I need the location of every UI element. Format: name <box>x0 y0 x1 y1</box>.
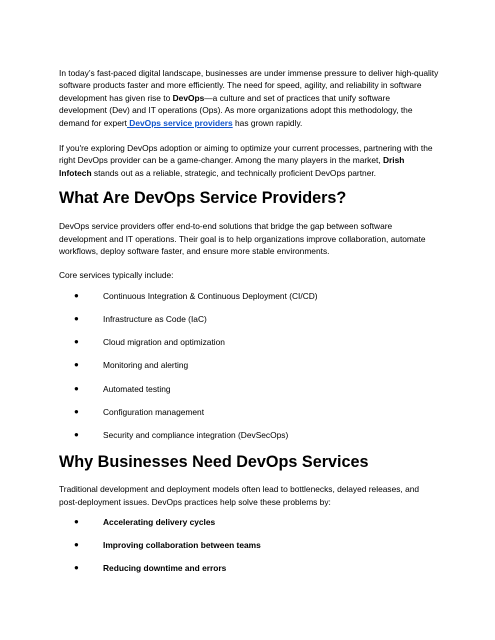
bullet-icon: ● <box>74 383 79 393</box>
section-heading-what-are: What Are DevOps Service Providers? <box>59 189 347 208</box>
list-item-text: Security and compliance integration (DevSecOps) <box>103 430 289 440</box>
list-item <box>74 406 439 418</box>
core-services-intro: Core services typically include: <box>59 270 174 281</box>
intro-p2-bold-company: Drish Infotech <box>59 155 405 178</box>
list-item <box>74 383 439 395</box>
list-item-text: Infrastructure as Code (IaC) <box>103 314 207 325</box>
bullet-icon: ● <box>74 290 79 300</box>
devops-service-providers-link[interactable]: DevOps service providers <box>126 117 233 128</box>
list-item <box>74 429 439 441</box>
list-item <box>74 336 439 348</box>
list-item-text: Automated testing <box>103 383 171 394</box>
bullet-icon: ● <box>74 517 79 526</box>
intro-paragraph-1 <box>59 67 439 129</box>
intro-p1-text-c: has grown rapidly. <box>232 117 303 128</box>
list-item-text: Reducing downtime and errors <box>103 563 227 574</box>
list-item-text: Improving collaboration between teams <box>103 540 261 551</box>
bullet-icon: ● <box>74 337 79 347</box>
intro-p2-text-a: If you're exploring DevOps adoption or aiming to optimize your current processes, partnering with the right DevOps provider can be a game-changer. Among the many players in the market, <box>59 143 433 166</box>
section1-paragraph: DevOps service providers offer end-to-end solutions that bridge the gap between software development and IT operations. Their goal is to help organizations improve collaboration, automate workflows, deploy software faster, and ensure more stable environments. <box>59 221 426 257</box>
list-item <box>74 359 439 371</box>
section2-paragraph: Traditional development and deployment models often lead to bottlenecks, delayed releases, and post-deployment issues. DevOps practices help solve these problems by: <box>59 484 420 507</box>
bullet-icon: ● <box>74 430 79 439</box>
intro-p1-text-b: —a culture and set of practices that unify software development (Dev) and IT operations (Ops). As more organizations adopt this methodology, the demand for expert <box>59 92 413 128</box>
list-item-text: Continuous Integration & Continuous Deployment (CI/CD) <box>103 290 318 301</box>
list-item <box>74 539 439 551</box>
bullet-icon: ● <box>74 360 79 370</box>
list-item <box>74 313 439 325</box>
intro-paragraph-2 <box>59 142 439 179</box>
list-item <box>74 562 439 574</box>
benefits-list <box>59 516 439 574</box>
list-item-text: Configuration management <box>103 406 205 417</box>
list-item-text: Cloud migration and optimization <box>103 337 225 348</box>
list-item <box>74 516 439 528</box>
intro-p1-bold-devops: DevOps <box>172 92 205 103</box>
list-item-text: Monitoring and alerting <box>103 360 189 371</box>
bullet-icon: ● <box>74 563 79 573</box>
intro-p2-text-b: stands out as a reliable, strategic, and technically proficient DevOps partner. <box>91 167 377 178</box>
list-item <box>74 290 439 302</box>
list-item-text: Accelerating delivery cycles <box>103 517 216 527</box>
core-services-list <box>59 290 439 441</box>
section-heading-why-businesses: Why Businesses Need DevOps Services <box>59 453 369 472</box>
bullet-icon: ● <box>74 540 79 550</box>
bullet-icon: ● <box>74 406 79 416</box>
intro-p1-text-a: In today’s fast-paced digital landscape, businesses are under immense pressure to deliver high-quality software products faster and more efficiently. The need for speed, agility, and reliability in software development has given rise to <box>59 68 439 103</box>
bullet-icon: ● <box>74 314 79 324</box>
